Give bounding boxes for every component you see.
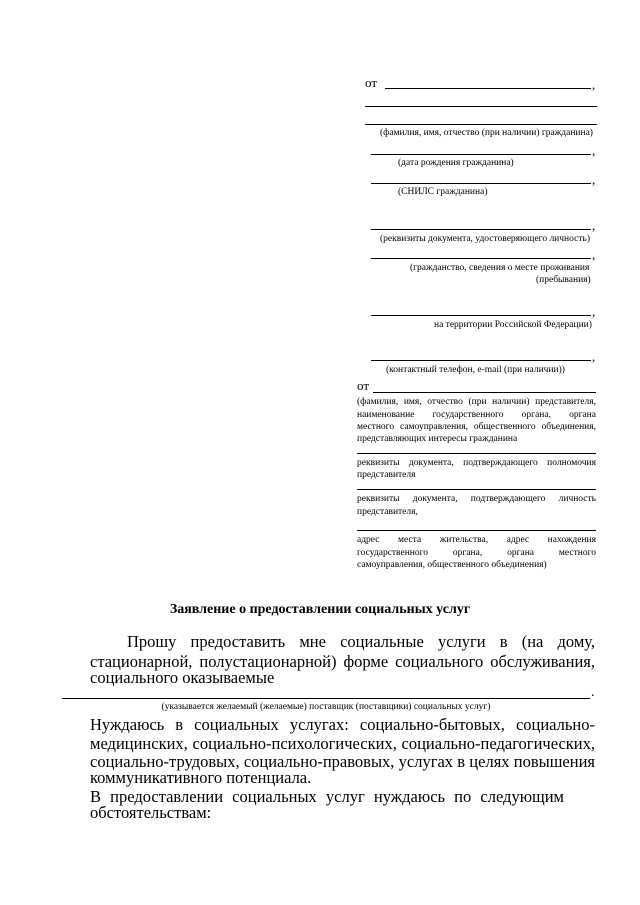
- comma: ,: [592, 77, 596, 92]
- applicant-line-2[interactable]: [365, 106, 597, 107]
- snils-line[interactable]: [371, 183, 591, 184]
- representative-caption-last: представляющих интересы гражданина: [357, 434, 518, 444]
- period: .: [591, 685, 595, 700]
- ot-label: от: [365, 75, 378, 90]
- rep-identity-doc-caption: реквизиты документа, подтверждающего личность: [357, 494, 596, 504]
- comma: ,: [592, 247, 596, 262]
- address-caption-last: самоуправления, общественного объединения): [357, 560, 547, 570]
- paragraph-1-line-3: социального оказываемые: [90, 668, 275, 687]
- citizenship-caption-2: (пребывания): [536, 275, 591, 285]
- snils-caption: (СНИЛС гражданина): [398, 187, 488, 197]
- rep-identity-doc-line[interactable]: [357, 489, 596, 490]
- authority-doc-line[interactable]: [357, 453, 596, 454]
- caption-line: государственного органа, органа местного: [357, 547, 596, 558]
- rep-identity-doc-caption-2: представителя,: [357, 507, 418, 517]
- identity-doc-line[interactable]: [371, 229, 591, 230]
- comma: ,: [592, 172, 596, 187]
- identity-doc-caption: (реквизиты документа, удостоверяющего личность): [380, 234, 590, 244]
- representative-line[interactable]: [373, 392, 596, 393]
- applicant-line-1[interactable]: [385, 88, 591, 89]
- paragraph-1-line-1: Прошу предоставить мне социальные услуги в (на дому,: [127, 632, 595, 651]
- provider-caption: (указывается желаемый (желаемые) поставщик (поставщики) социальных услуг): [161, 702, 491, 712]
- comma: ,: [592, 349, 596, 364]
- authority-doc-caption-2: представителя: [357, 470, 416, 480]
- comma: ,: [592, 218, 596, 233]
- document-title: Заявление о предоставлении социальных услуг: [169, 602, 471, 617]
- representative-caption: [357, 396, 596, 434]
- authority-doc-caption: реквизиты документа, подтверждающего полномочия: [357, 458, 596, 468]
- address-caption: [357, 534, 596, 559]
- citizenship-line[interactable]: [371, 258, 591, 259]
- caption-line: адрес места жительства, адрес нахождения: [357, 535, 596, 545]
- paragraph-2-line-3: социально-трудовых, социально-правовых, услугах в целях повышения: [90, 752, 595, 771]
- birth-date-line[interactable]: [371, 154, 591, 155]
- paragraph-3-line-1: В предоставлении социальных услуг нуждаюсь по следующим: [90, 787, 564, 806]
- caption-line: местного самоуправления, общественного объединения,: [357, 422, 596, 432]
- address-line[interactable]: [357, 530, 596, 531]
- paragraph-3-line-2: обстоятельствам:: [90, 803, 212, 822]
- birth-date-caption: (дата рождения гражданина): [398, 158, 514, 168]
- provider-line[interactable]: [62, 698, 590, 699]
- paragraph-1-line-2: стационарной, полустационарной) форме социального обслуживания,: [90, 652, 595, 671]
- caption-line: наименование государственного органа, органа: [357, 409, 596, 420]
- contacts-line[interactable]: [371, 360, 591, 361]
- citizenship-caption: (гражданство, сведения о месте проживания: [410, 263, 590, 273]
- paragraph-2-line-2: медицинских, социально-психологических, социально-педагогических,: [90, 734, 595, 753]
- caption-line: (фамилия, имя, отчество (при наличии) представителя,: [357, 397, 596, 407]
- paragraph-2-line-4: коммуникативного потенциала.: [90, 768, 312, 787]
- comma: ,: [592, 304, 596, 319]
- territory-caption: на территории Российской Федерации): [434, 320, 592, 330]
- territory-line[interactable]: [371, 315, 591, 316]
- contacts-caption: (контактный телефон, e-mail (при наличии)): [386, 365, 565, 375]
- applicant-line-3[interactable]: [365, 124, 597, 125]
- paragraph-2-line-1: Нуждаюсь в социальных услугах: социально-бытовых, социально-: [90, 715, 595, 734]
- ot-label-representative: от: [357, 378, 370, 393]
- comma: ,: [592, 143, 596, 158]
- fio-caption: (фамилия, имя, отчество (при наличии) гражданина): [380, 128, 593, 138]
